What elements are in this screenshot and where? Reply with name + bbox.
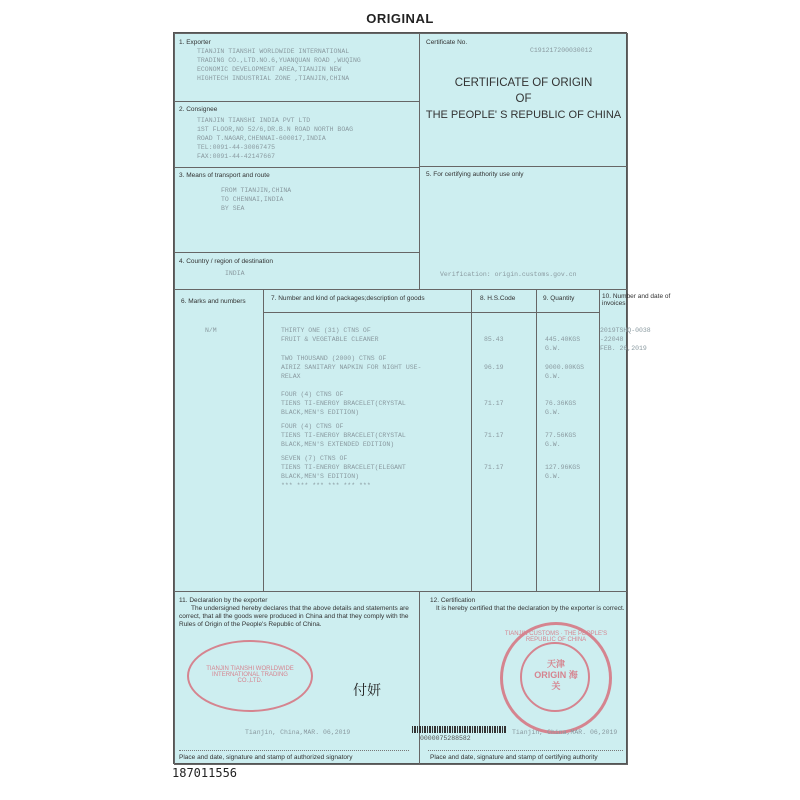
signature-line bbox=[179, 750, 409, 751]
certificate-form bbox=[173, 32, 671, 764]
certificate-title: CERTIFICATE OF ORIGIN bbox=[454, 77, 593, 89]
exporter-signatory-caption: Place and date, signature and stamp of authorized signatory bbox=[179, 754, 353, 761]
destination-box bbox=[174, 252, 420, 290]
invoice-header: 10. Number and date of invoices bbox=[602, 293, 671, 307]
item-quantity: 127.96KGS G.W. bbox=[545, 464, 581, 480]
transport-label: 3. Means of transport and route bbox=[179, 172, 270, 179]
item-hs-code: 71.17 bbox=[484, 464, 504, 471]
item-hs-code: 71.17 bbox=[484, 432, 504, 439]
description-header: 7. Number and kind of packages;description of goods bbox=[271, 295, 425, 302]
description-column bbox=[263, 289, 472, 592]
barcode-number: 0000075288582 bbox=[420, 735, 471, 742]
item-quantity: 76.36KGS G.W. bbox=[545, 400, 577, 416]
certificate-no-label: Certificate No. bbox=[426, 39, 468, 46]
exporter-signature: 付妍 bbox=[353, 683, 381, 699]
document-title: ORIGINAL bbox=[366, 11, 434, 26]
destination-value: INDIA bbox=[225, 270, 245, 277]
item-hs-code: 85.43 bbox=[484, 336, 504, 343]
quantity-header: 9. Quantity bbox=[543, 295, 575, 302]
invoice-value: 2019TSHQ-0038 -22048 FEB. 26,2019 bbox=[600, 327, 651, 352]
certificate-title-country: THE PEOPLE' S REPUBLIC OF CHINA bbox=[425, 109, 622, 121]
authority-signature-line bbox=[428, 750, 623, 751]
declaration-text: The undersigned hereby declares that the above details and statements are correct, that all the goods were produced in China and that they comply with the Rules of Origin of the People's Republic of China. bbox=[179, 605, 409, 628]
item-description: THIRTY ONE (31) CTNS OF FRUIT & VEGETABLE CLEANER bbox=[281, 327, 379, 343]
document-number: 187011556 bbox=[172, 766, 238, 780]
goods-header-divider bbox=[263, 312, 600, 313]
hs-code-header: 8. H.S.Code bbox=[480, 295, 516, 302]
exporter-place-date: Tianjin, China,MAR. 06,2019 bbox=[245, 729, 351, 736]
certification-box bbox=[419, 591, 628, 765]
marks-column bbox=[174, 289, 264, 592]
consignee-text: TIANJIN TIANSHI INDIA PVT LTD 1ST FLOOR,NO 52/6,DR.B.N ROAD NORTH BOAG ROAD T.NAGAR,CHENNAI-600017,INDIA TEL:0091-44-30067475 FAX:0091-44-42147667 bbox=[197, 117, 354, 160]
certification-text: It is hereby certified that the declaration by the exporter is correct. bbox=[436, 605, 625, 612]
invoice-column bbox=[599, 289, 671, 592]
item-hs-code: 71.17 bbox=[484, 400, 504, 407]
transport-text: FROM TIANJIN,CHINA TO CHENNAI,INDIA BY SEA bbox=[221, 187, 292, 212]
hs-code-column bbox=[471, 289, 537, 592]
certification-label: 12. Certification bbox=[430, 597, 476, 604]
authority-box bbox=[419, 166, 628, 290]
barcode bbox=[412, 726, 507, 733]
authority-place-date: Tianjin, China,MAR. 06,2019 bbox=[512, 729, 618, 736]
exporter-box bbox=[174, 33, 420, 102]
certificate-header-box bbox=[419, 33, 628, 167]
item-hs-code: 96.19 bbox=[484, 364, 504, 371]
item-quantity: 9000.00KGS G.W. bbox=[545, 364, 585, 380]
item-quantity: 77.56KGS G.W. bbox=[545, 432, 577, 448]
transport-box bbox=[174, 167, 420, 253]
certificate-title-of: OF bbox=[515, 93, 532, 105]
item-description: FOUR (4) CTNS OF TIENS TI-ENERGY BRACELET(CRYSTAL BLACK,MEN'S EDITION) bbox=[281, 391, 406, 416]
item-quantity: 445.40KGS G.W. bbox=[545, 336, 581, 352]
authority-caption: Place and date, signature and stamp of certifying authority bbox=[430, 754, 598, 761]
exporter-stamp: TIANJIN TIANSHI WORLDWIDE INTERNATIONAL TRADING CO.,LTD. bbox=[187, 640, 313, 712]
declaration-box bbox=[174, 591, 420, 765]
item-description: FOUR (4) CTNS OF TIENS TI-ENERGY BRACELET(CRYSTAL BLACK,MEN'S EXTENDED EDITION) bbox=[281, 423, 406, 448]
exporter-text: TIANJIN TIANSHI WORLDWIDE INTERNATIONAL TRADING CO.,LTD.NO.6,YUANQUAN ROAD ,WUQING ECONOMIC DEVELOPMENT AREA,TIANJIN NEW HIGHTECH INDUSTRIAL ZONE ,TIANJIN,CHINA bbox=[197, 48, 361, 82]
marks-value: N/M bbox=[205, 327, 217, 334]
item-description: SEVEN (7) CTNS OF TIENS TI-ENERGY BRACELET(ELEGANT BLACK,MEN'S EDITION) *** *** *** *** *** *** bbox=[281, 455, 406, 489]
authority-label: 5. For certifying authority use only bbox=[426, 171, 524, 178]
consignee-box bbox=[174, 101, 420, 168]
exporter-label: 1. Exporter bbox=[179, 39, 211, 46]
quantity-column bbox=[536, 289, 600, 592]
destination-label: 4. Country / region of destination bbox=[179, 258, 273, 265]
consignee-label: 2. Consignee bbox=[179, 106, 218, 113]
verification-text: Verification: origin.customs.gov.cn bbox=[440, 271, 577, 278]
item-description: TWO THOUSAND (2000) CTNS OF AIRIZ SANITARY NAPKIN FOR NIGHT USE- RELAX bbox=[281, 355, 422, 380]
declaration-label: 11. Declaration by the exporter bbox=[179, 597, 268, 604]
customs-stamp: TIANJIN CUSTOMS · THE PEOPLE'S REPUBLIC OF CHINA 天津 ORIGIN 海关 bbox=[500, 622, 612, 734]
marks-header: 6. Marks and numbers bbox=[181, 298, 246, 305]
certificate-number: C191217200030012 bbox=[530, 47, 593, 54]
